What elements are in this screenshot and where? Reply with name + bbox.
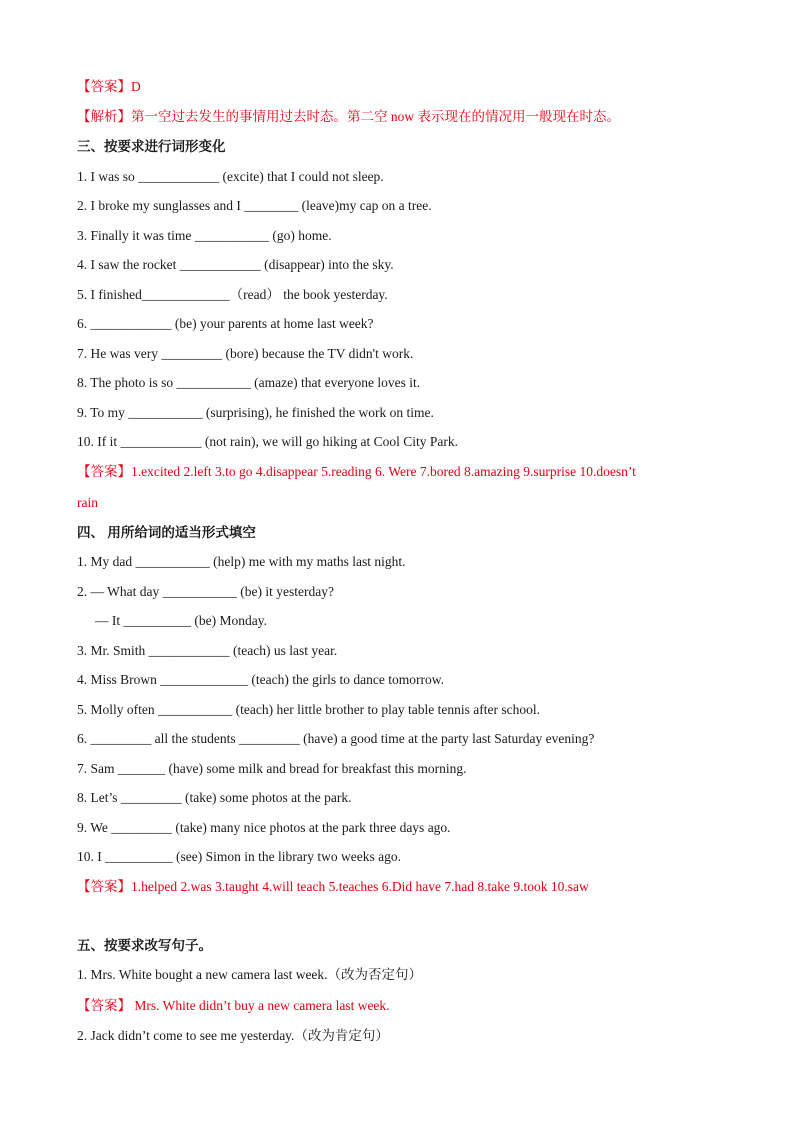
exercise-item: 5. I finished_____________（read） the book yesterday.	[77, 287, 388, 302]
section-3-answer-cont: rain	[77, 495, 98, 510]
exercise-item: 1. My dad ___________ (help) me with my maths last night.	[77, 554, 406, 569]
prev-answer	[77, 78, 760, 96]
answer-text: D	[131, 79, 141, 94]
answer-label: 【答案】	[77, 464, 131, 479]
exercise-item: 8. The photo is so ___________ (amaze) that everyone loves it.	[77, 375, 421, 390]
section-4-heading: 四、 用所给词的适当形式填空	[77, 525, 256, 540]
exercise-item: 2. Jack didn’t come to see me yesterday.（改为肯定句）	[77, 1028, 389, 1043]
section-4-answer	[77, 878, 760, 896]
analysis-text: 第一空过去发生的事情用过去时态。第二空 now 表示现在的情况用一般现在时态。	[131, 109, 620, 124]
exercise-item: 1. I was so ____________ (excite) that I could not sleep.	[77, 169, 384, 184]
answer-label: 【答案】	[77, 879, 131, 894]
section-3-heading: 三、按要求进行词形变化	[77, 139, 226, 154]
exercise-item: 7. Sam _______ (have) some milk and bread for breakfast this morning.	[77, 761, 467, 776]
section-3-answer	[77, 463, 760, 481]
exercise-item: 7. He was very _________ (bore) because the TV didn't work.	[77, 346, 414, 361]
answer-text: 1.helped 2.was 3.taught 4.will teach 5.teaches 6.Did have 7.had 8.take 9.took 10.saw	[131, 879, 589, 894]
exercise-item: — It __________ (be) Monday.	[95, 613, 267, 628]
exercise-item: 4. Miss Brown _____________ (teach) the girls to dance tomorrow.	[77, 672, 444, 687]
exercise-item: 9. We _________ (take) many nice photos at the park three days ago.	[77, 820, 451, 835]
section-5-answer-1	[77, 997, 760, 1015]
exercise-item: 3. Mr. Smith ____________ (teach) us last year.	[77, 643, 338, 658]
answer-text: Mrs. White didn’t buy a new camera last week.	[131, 998, 390, 1013]
exercise-item: 9. To my ___________ (surprising), he finished the work on time.	[77, 405, 434, 420]
exercise-item: 10. If it ____________ (not rain), we will go hiking at Cool City Park.	[77, 434, 458, 449]
answer-label: 【答案】	[77, 998, 131, 1013]
analysis-label: 【解析】	[77, 109, 131, 124]
exercise-item: 4. I saw the rocket ____________ (disappear) into the sky.	[77, 257, 394, 272]
exercise-item: 5. Molly often ___________ (teach) her little brother to play table tennis after school.	[77, 702, 541, 717]
exercise-item: 3. Finally it was time ___________ (go) home.	[77, 228, 332, 243]
section-5-heading: 五、按要求改写句子。	[77, 938, 212, 953]
prev-analysis	[77, 108, 760, 126]
exercise-item: 6. _________ all the students _________ (have) a good time at the party last Saturday evening?	[77, 731, 595, 746]
exercise-item: 10. I __________ (see) Simon in the library two weeks ago.	[77, 849, 401, 864]
exercise-item: 2. I broke my sunglasses and I ________ (leave)my cap on a tree.	[77, 198, 432, 213]
exercise-item: 1. Mrs. White bought a new camera last week.（改为否定句）	[77, 967, 423, 982]
exercise-item: 6. ____________ (be) your parents at home last week?	[77, 316, 374, 331]
answer-label: 【答案】	[77, 79, 131, 94]
exercise-item: 8. Let’s _________ (take) some photos at the park.	[77, 790, 352, 805]
answer-text: 1.excited 2.left 3.to go 4.disappear 5.reading 6. Were 7.bored 8.amazing 9.surprise 10.doesn’t	[131, 464, 636, 479]
exercise-item: 2. — What day ___________ (be) it yesterday?	[77, 584, 334, 599]
